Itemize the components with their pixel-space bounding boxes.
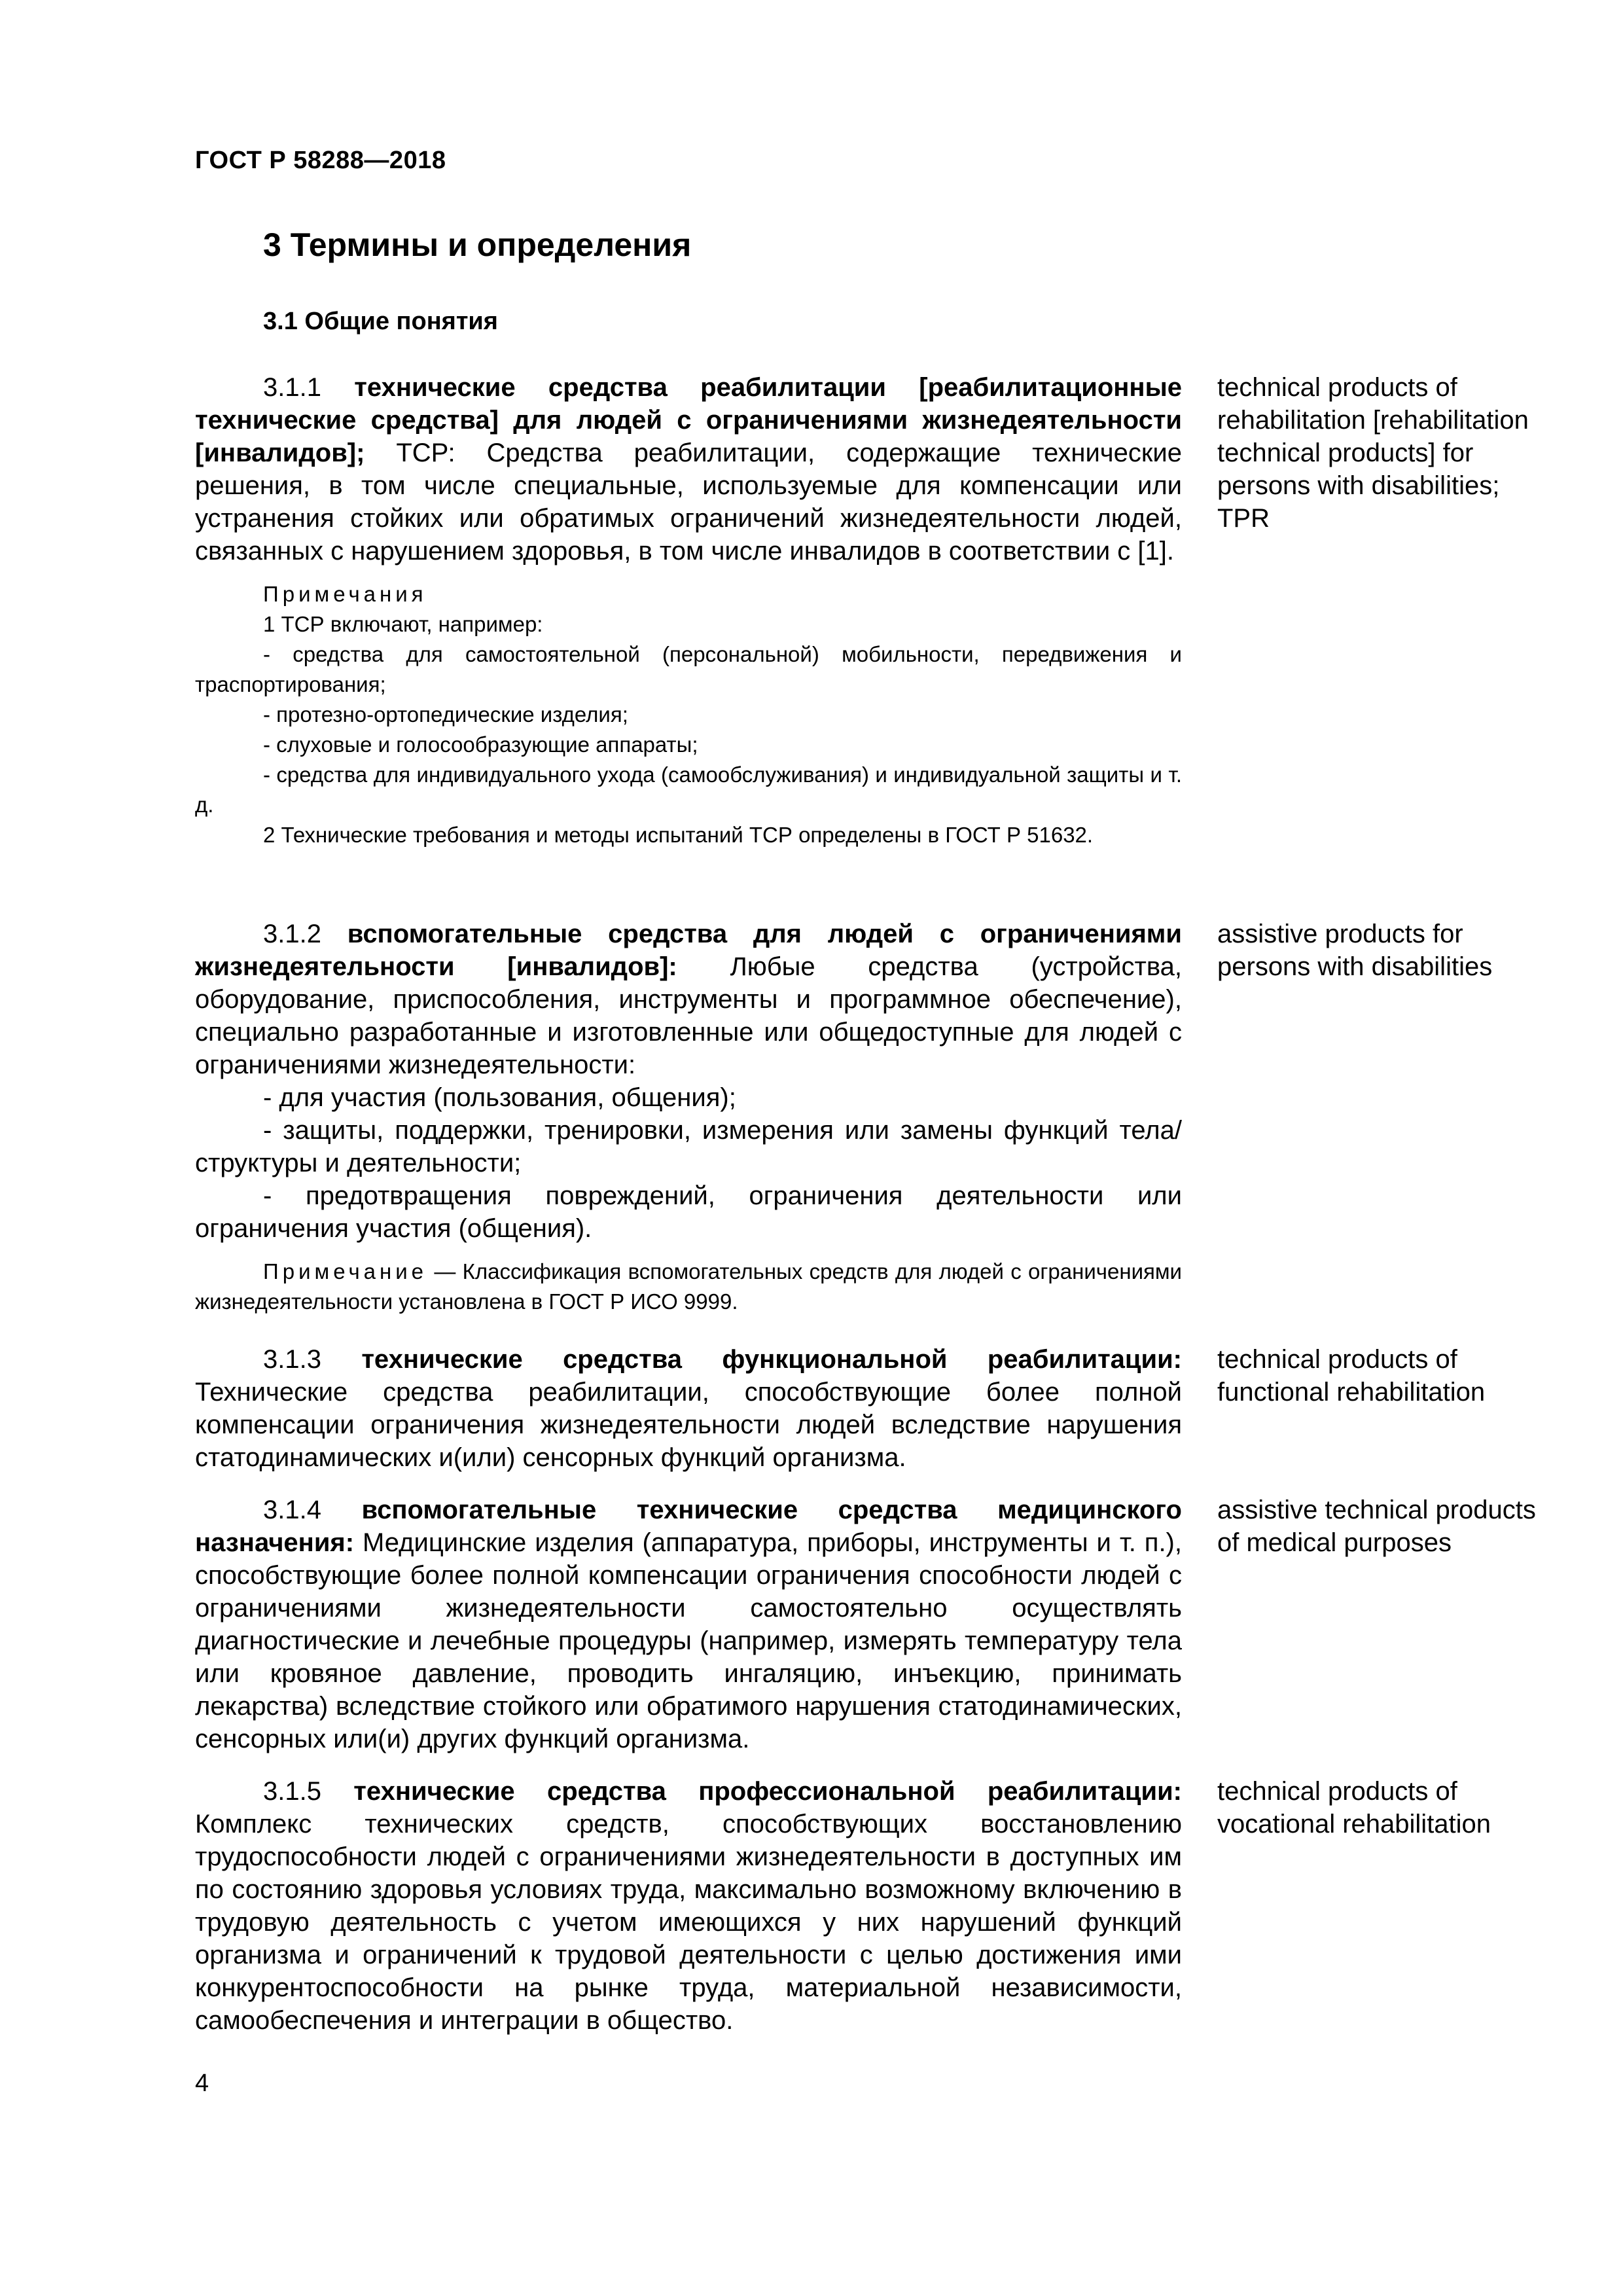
term-entry-3-1-5 xyxy=(195,1775,1182,2037)
term-name: вспомогательные средства для людей с ограничениями жизнедеятельности [инвалидов]: xyxy=(195,920,1182,981)
page-number: 4 xyxy=(195,2070,209,2097)
term-definition-text: Технические средства реабилитации, способствующие более полной компенсации ограничения жизнедеятельности людей вследствие нарушения статодинамических и(или) сенсорных функций организма. xyxy=(195,1378,1182,1472)
term-entry-3-1-1 xyxy=(195,371,1182,850)
term-definition-text: Любые средства (устройства, оборудование, приспособления, инструменты и программное обеспечение), специально разработанные и изготовленные или общедоступные для людей с ограничениями жизнедеятельности: xyxy=(195,952,1182,1079)
english-equivalent-3-1-5: technical products of vocational rehabilitation xyxy=(1217,1777,1491,1839)
note-line: - протезно-ортопедические изделия; xyxy=(263,702,628,726)
english-equivalent-3-1-1: technical products of rehabilitation [rehabilitation technical products] for persons with disabilities; TPR xyxy=(1217,373,1529,533)
term-name: технические средства функциональной реабилитации: xyxy=(361,1345,1182,1374)
english-equivalent-3-1-3: technical products of functional rehabilitation xyxy=(1217,1345,1486,1407)
term-number: 3.1.4 xyxy=(263,1496,321,1524)
term-number: 3.1.5 xyxy=(263,1777,321,1806)
notes-block xyxy=(195,579,1182,850)
document-code: ГОСТ Р 58288—2018 xyxy=(195,147,446,174)
note-line: - слуховые и голосообразующие аппараты; xyxy=(263,732,698,757)
list-item: - предотвращения повреждений, ограничения деятельности или ограничения участия (общения). xyxy=(195,1181,1182,1243)
note-label: Примечание xyxy=(263,1259,428,1283)
term-entry-3-1-4 xyxy=(195,1494,1182,1755)
section-title: 3 Термины и определения xyxy=(263,226,692,263)
english-equivalent-3-1-4: assistive technical products of medical purposes xyxy=(1217,1496,1536,1557)
term-number: 3.1.1 xyxy=(263,373,321,402)
term-definition-text: Комплекс технических средств, способствующих восстановлению трудоспособности людей с ограничениями жизнедеятельности в доступных им по состоянию здоровья условиях труда, максимально возможному включению в трудовую деятельность с учетом имеющихся у них нарушений функций организма и ограничений к трудовой деятельности с целью достижения ими конкурентоспособности на рынке труда, материальной независимости, самообеспечения и интеграции в общество. xyxy=(195,1810,1182,2035)
note-line: - средства для самостоятельной (персональной) мобильности, передвижения и траспортирования; xyxy=(195,642,1182,696)
term-name: технические средства профессиональной реабилитации: xyxy=(353,1777,1182,1806)
english-equivalent-3-1-2: assistive products for persons with disabilities xyxy=(1217,920,1493,981)
term-definition xyxy=(195,1494,1182,1755)
term-definition xyxy=(195,1775,1182,2037)
note-block xyxy=(195,1257,1182,1317)
term-entry-3-1-3 xyxy=(195,1343,1182,1474)
list-item: - защиты, поддержки, тренировки, измерения или замены функций тела/структуры и деятельности; xyxy=(195,1116,1182,1177)
subsection-title: 3.1 Общие понятия xyxy=(263,308,498,335)
note-line: 2 Технические требования и методы испытаний ТСР определены в ГОСТ Р 51632. xyxy=(263,823,1094,847)
term-name: технические средства реабилитации [реабилитационные технические средства] для людей с ограничениями жизнедеятельности [инвалидов]; xyxy=(195,373,1182,467)
term-definition-text: ТСР: Средства реабилитации, содержащие технические решения, в том числе специальные, используемые для компенсации или устранения стойких или обратимых ограничений жизнедеятельности людей, связанных с нарушением здоровья, в том числе инвалидов в соответствии с [1]. xyxy=(195,439,1182,565)
note-line: 1 ТСР включают, например: xyxy=(263,612,543,636)
note-line: - средства для индивидуального ухода (самообслуживания) и индивидуальной защиты и т. д. xyxy=(195,762,1182,817)
notes-heading: Примечания xyxy=(263,582,427,606)
list-item: - для участия (пользования, общения); xyxy=(263,1083,736,1112)
term-definition-text: Медицинские изделия (аппаратура, приборы, инструменты и т. п.), способствующие более полной компенсации ограничения способности людей с ограничениями жизнедеятельности самостоятельно осуществлять диагностические и лечебные процедуры (например, измерять температуру тела или кровяное давление, проводить ингаляцию, инъекцию, принимать лекарства) вследствие стойкого или обратимого нарушения статодинамических, сенсорных или(и) других функций организма. xyxy=(195,1528,1182,1753)
term-definition xyxy=(195,1343,1182,1474)
term-definition xyxy=(195,918,1182,1081)
note-body: — Классификация вспомогательных средств для людей с ограничениями жизнедеятельности установлена в ГОСТ Р ИСО 9999. xyxy=(195,1259,1182,1314)
term-definition xyxy=(195,371,1182,567)
term-name: вспомогательные технические средства медицинского назначения: xyxy=(195,1496,1182,1557)
term-number: 3.1.2 xyxy=(263,920,321,948)
term-number: 3.1.3 xyxy=(263,1345,321,1374)
note-text xyxy=(195,1257,1182,1317)
term-entry-3-1-2 xyxy=(195,918,1182,1317)
